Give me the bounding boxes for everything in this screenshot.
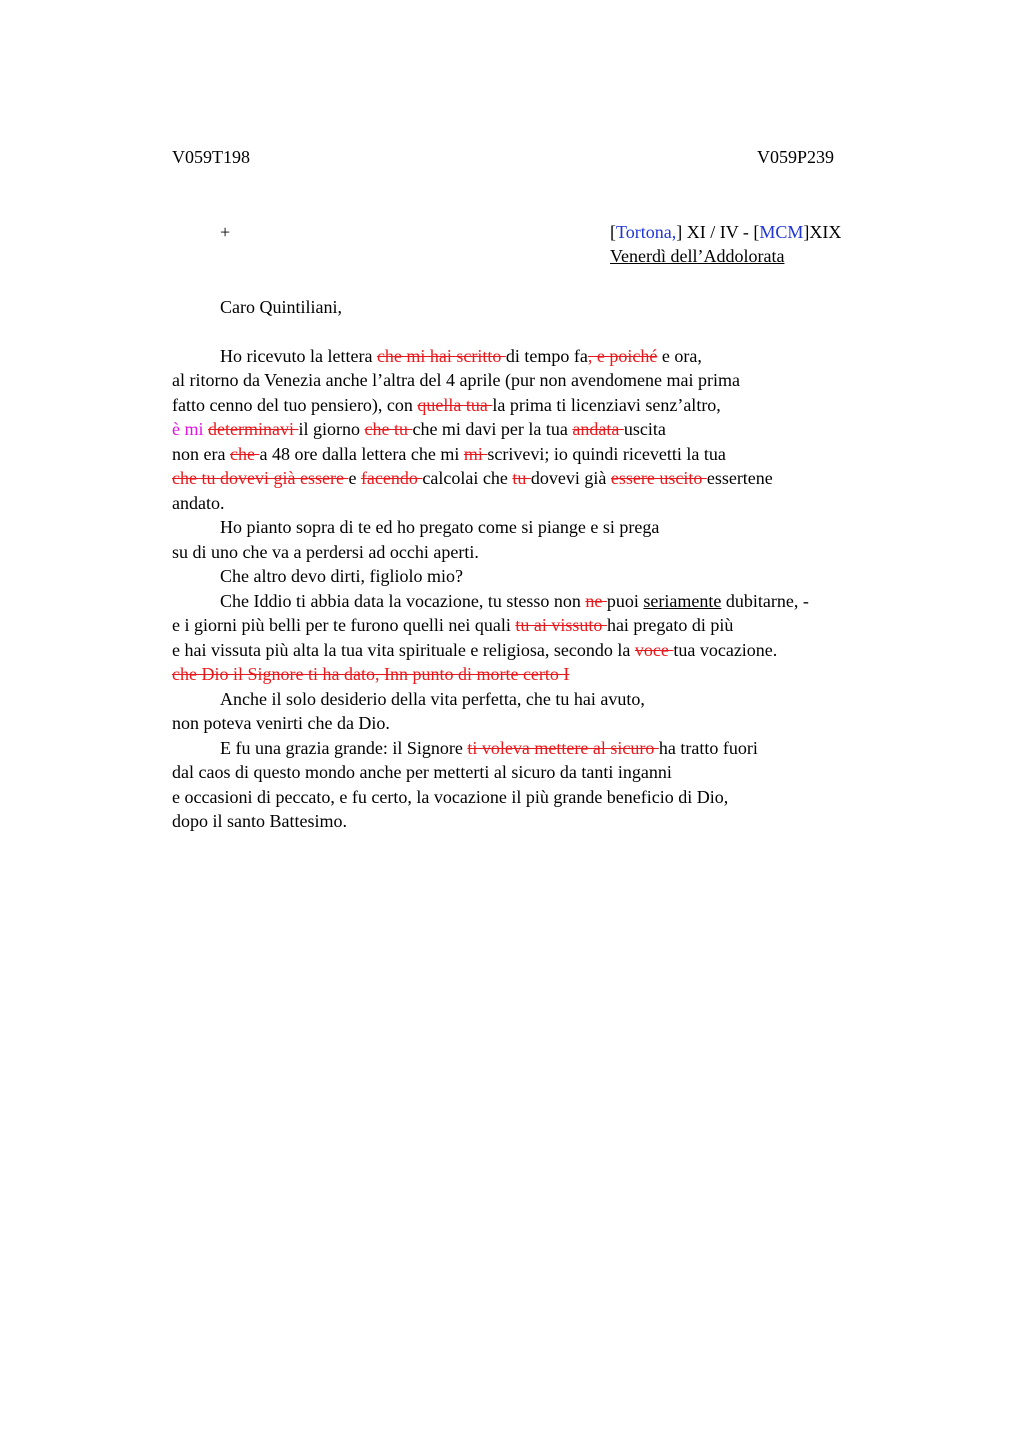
salutation: Caro Quintiliani, — [220, 297, 342, 317]
deletion: ti voleva mettere al sicuro — [467, 738, 659, 758]
deletion: che tu dovevi già essere — [172, 468, 349, 488]
text-span: la prima ti licenziavi senz’altro, — [492, 395, 721, 415]
text-span: Ho pianto sopra di te ed ho pregato come si piange e si prega — [220, 517, 660, 537]
text-span: su di uno che va a perdersi ad occhi aperti. — [172, 542, 479, 562]
date-text: ] XI / IV - [ — [676, 222, 760, 242]
editorial-place: Tortona, — [616, 222, 677, 242]
text-span: Che Iddio ti abbia data la vocazione, tu stesso non — [220, 591, 586, 611]
text-span: e occasioni di peccato, e fu certo, la vocazione il più grande beneficio di Dio, — [172, 787, 729, 807]
date-year-end: ]XIX — [803, 222, 842, 242]
bracket-open: [ — [610, 222, 616, 242]
underlined-word: seriamente — [643, 591, 722, 611]
text-span: Ho ricevuto la lettera — [220, 346, 377, 366]
body-line-12 — [172, 613, 733, 637]
body-line-9 — [172, 540, 479, 564]
text-span: e ora, — [657, 346, 702, 366]
body-line-20 — [172, 809, 347, 833]
deletion: che — [229, 444, 260, 464]
text-span: puoi — [606, 591, 644, 611]
page-code-right: V059P239 — [757, 147, 835, 167]
text-span: calcolai che — [422, 468, 513, 488]
deletion: , e poiché — [587, 346, 658, 366]
body-line-15 — [220, 687, 645, 711]
text-span: e hai vissuta più alta la tua vita spirituale e religiosa, secondo la — [172, 640, 635, 660]
text-span: e — [348, 468, 361, 488]
text-span: non poteva venirti che da Dio. — [172, 713, 390, 733]
deletion: che tu — [364, 419, 413, 439]
dateline-day: Venerdì dell’Addolorata — [610, 246, 785, 266]
body-line-1 — [220, 344, 702, 368]
text-span: uscita — [623, 419, 666, 439]
insertion: è mi — [172, 419, 204, 439]
text-span: scrivevi; io quindi ricevetti la tua — [487, 444, 726, 464]
text-span: dopo il santo Battesimo. — [172, 811, 347, 831]
body-line-8 — [220, 515, 659, 539]
body-line-14 — [172, 662, 569, 686]
text-span: non era — [172, 444, 230, 464]
document-code-left: V059T198 — [172, 147, 250, 167]
text-span: essertene — [706, 468, 773, 488]
text-span: al ritorno da Venezia anche l’altra del 4 aprile (pur non avendomene mai prima — [172, 370, 740, 390]
text-span: Che altro devo dirti, figliolo mio? — [220, 566, 463, 586]
body-line-19 — [172, 785, 728, 809]
deletion: tu ai vissuto — [515, 615, 607, 635]
body-line-6 — [172, 466, 773, 490]
text-span: fatto cenno del tuo pensiero), con — [172, 395, 418, 415]
text-span: hai pregato di più — [606, 615, 734, 635]
body-line-16 — [172, 711, 390, 735]
body-line-5 — [172, 442, 726, 466]
deletion: che mi hai scritto — [376, 346, 506, 366]
body-line-17 — [220, 736, 758, 760]
deletion: mi — [463, 444, 488, 464]
text-span: dubitarne, - — [721, 591, 809, 611]
body-line-18 — [172, 760, 672, 784]
text-span: andato. — [172, 493, 225, 513]
body-line-2 — [172, 368, 740, 392]
body-line-4 — [172, 417, 666, 441]
editorial-century: MCM — [759, 222, 804, 242]
cross-mark: + — [220, 222, 231, 242]
deletion: andata — [572, 419, 624, 439]
text-span: Anche il solo desiderio della vita perfetta, che tu hai avuto, — [220, 689, 645, 709]
text-span: E fu una grazia grande: il Signore — [220, 738, 468, 758]
deletion: quella tua — [417, 395, 493, 415]
deletion: voce — [634, 640, 674, 660]
body-line-10 — [220, 564, 463, 588]
text-span: e i giorni più belli per te furono quelli nei quali — [172, 615, 516, 635]
text-span: dovevi già — [530, 468, 611, 488]
text-span: tua vocazione. — [673, 640, 778, 660]
body-line-3 — [172, 393, 721, 417]
text-span: di tempo fa — [505, 346, 588, 366]
body-line-11 — [220, 589, 809, 613]
deletion: ne — [585, 591, 607, 611]
deletion: essere uscito — [610, 468, 707, 488]
body-line-7 — [172, 491, 224, 515]
text-span: a 48 ore dalla lettera che mi — [259, 444, 464, 464]
text-span: dal caos di questo mondo anche per metterti al sicuro da tanti inganni — [172, 762, 672, 782]
deletion: tu — [512, 468, 531, 488]
text-span: il giorno — [298, 419, 365, 439]
body-line-13 — [172, 638, 777, 662]
deletion: che Dio il Signore ti ha dato, Inn punto di morte certo I — [172, 664, 570, 684]
text-span: ha tratto fuori — [658, 738, 758, 758]
dateline-place-date — [610, 222, 841, 243]
text-span: che mi davi per la tua — [412, 419, 573, 439]
deletion: determinavi — [208, 419, 299, 439]
deletion: facendo — [360, 468, 423, 488]
